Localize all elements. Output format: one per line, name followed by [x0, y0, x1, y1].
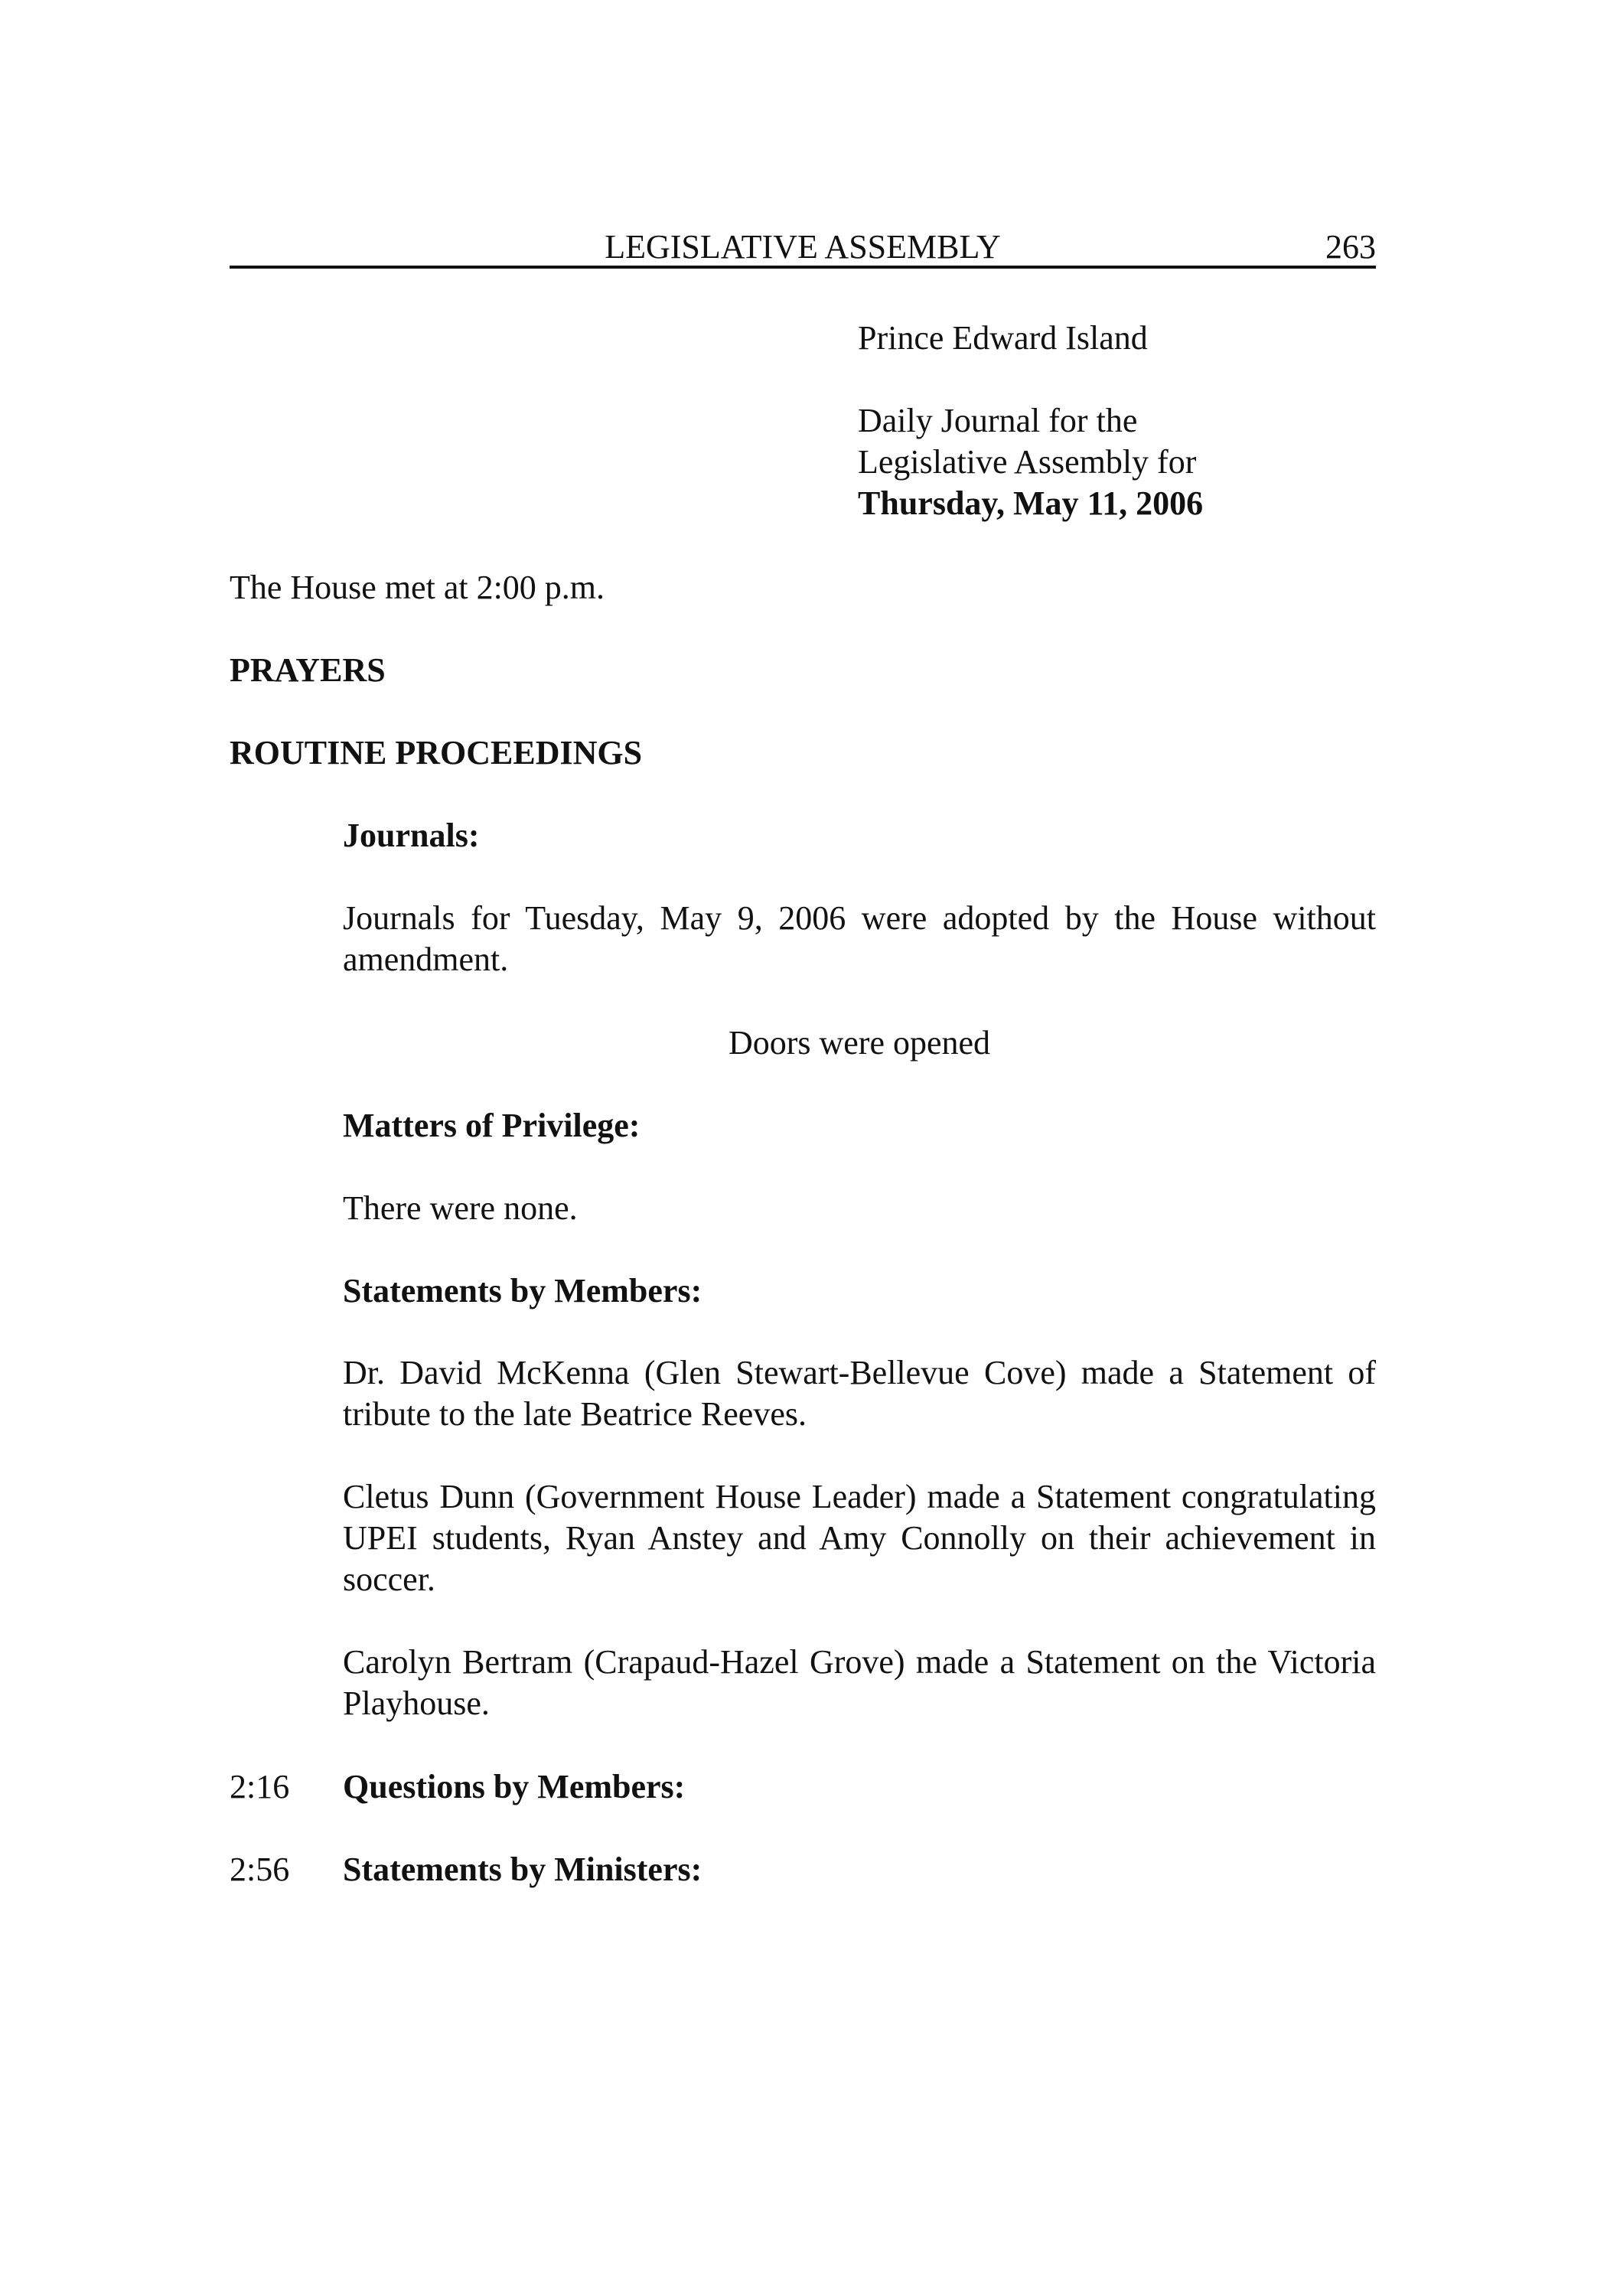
heading-questions-by-members: Questions by Members:: [343, 1768, 686, 1805]
heading-journals: Journals:: [343, 817, 480, 854]
province-name: Prince Edward Island: [858, 319, 1148, 357]
heading-statements-by-members: Statements by Members:: [343, 1272, 702, 1309]
section-prayers: PRAYERS: [230, 651, 386, 689]
heading-statements-by-ministers: Statements by Ministers:: [343, 1851, 702, 1888]
page-number: 263: [1325, 228, 1376, 266]
house-met-line: The House met at 2:00 p.m.: [230, 569, 605, 606]
journal-title-line-1: Daily Journal for the: [858, 402, 1138, 439]
member-statement: Cletus Dunn (Government House Leader) made a Statement congratulating UPEI students, Ryan Anstey and Amy Connolly on their achievement in soccer.: [343, 1478, 1376, 1598]
member-statement: Carolyn Bertram (Crapaud-Hazel Grove) made a Statement on the Victoria Playhouse.: [343, 1643, 1376, 1722]
journal-title-line-2: Legislative Assembly for: [858, 443, 1197, 481]
heading-matters-of-privilege: Matters of Privilege:: [343, 1107, 641, 1144]
journal-date: Thursday, May 11, 2006: [858, 484, 1204, 522]
questions-time: 2:16: [230, 1768, 290, 1805]
running-header-title: LEGISLATIVE ASSEMBLY: [605, 228, 1001, 266]
doors-opened-line: Doors were opened: [728, 1024, 991, 1062]
ministers-time: 2:56: [230, 1851, 290, 1888]
privilege-text: There were none.: [343, 1189, 578, 1227]
section-routine-proceedings: ROUTINE PROCEEDINGS: [230, 734, 643, 771]
journals-text: Journals for Tuesday, May 9, 2006 were adopted by the House without amendment.: [343, 899, 1376, 978]
member-statement: Dr. David McKenna (Glen Stewart-Bellevue Cove) made a Statement of tribute to the late Beatrice Reeves.: [343, 1354, 1376, 1433]
header-rule: [230, 266, 1376, 269]
